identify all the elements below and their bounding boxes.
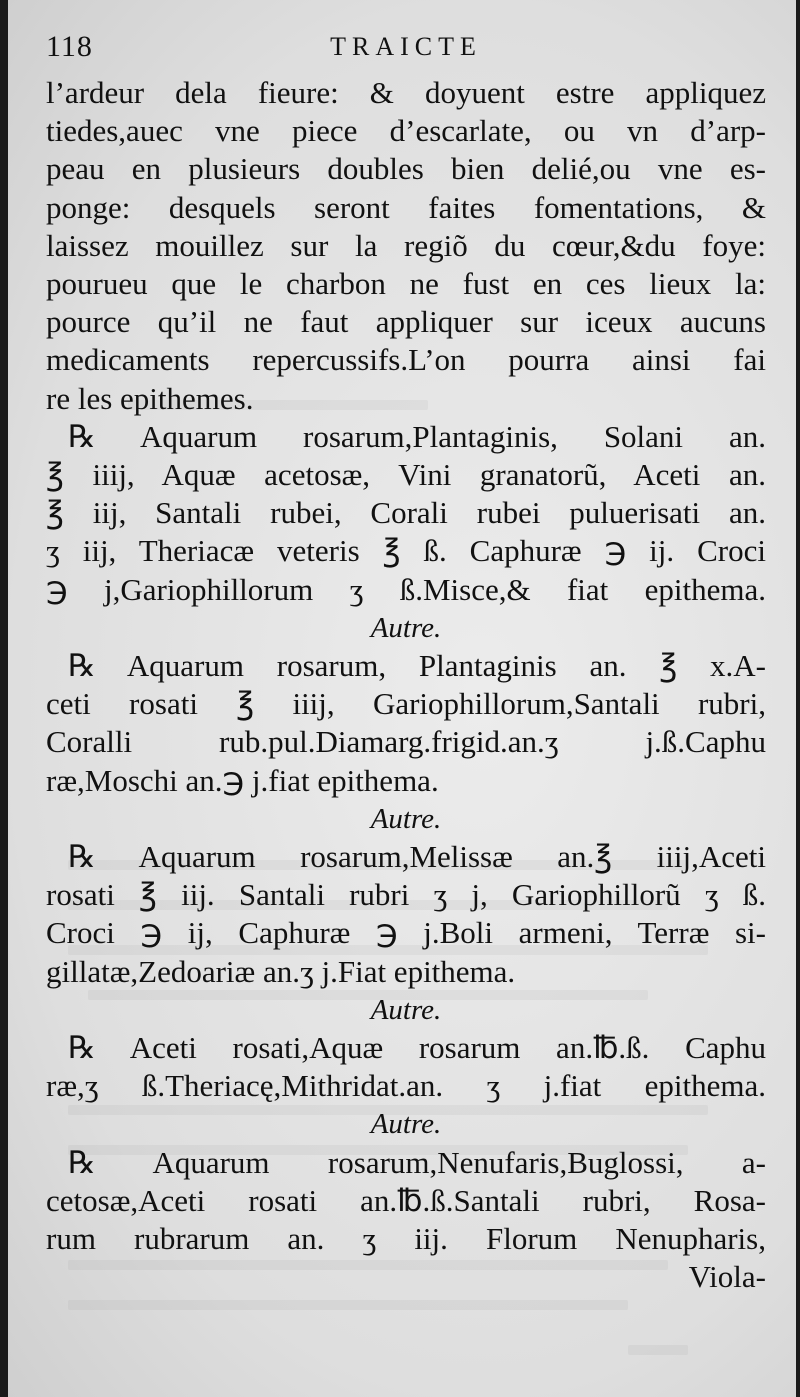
page-body [46, 74, 766, 1297]
recipe-line: cetosæ,Aceti rosati an.℔.ß.Santali rubri, Rosa- [46, 1182, 766, 1218]
section-heading: Autre. [370, 802, 442, 835]
recipe-line: ræ,Moschi an.℈ j.fiat epithema. [46, 762, 439, 798]
section-heading: Autre. [370, 993, 442, 1026]
recipe-line: rosati ℥ iij. Santali rubri ʒ j, Gariophillorũ ʒ ß. [46, 877, 766, 913]
text-line: ponge: desquels seront faites fomentations, & [46, 189, 766, 225]
recipe-line: ℞ Aquarum rosarum,Nenufaris,Buglossi, a- [68, 1144, 766, 1180]
recipe-line: ℞ Aquarum rosarum, Plantaginis an. ℥ x.A- [68, 648, 766, 684]
section-heading: Autre. [370, 611, 442, 644]
text-line: tiedes,auec vne piece d’escarlate, ou vn d’arp- [46, 113, 766, 149]
page-number: 118 [46, 30, 93, 63]
text-line: l’ardeur dela fieure: & doyuent estre appliquez [46, 75, 766, 110]
recipe-line: ℞ Aquarum rosarum,Plantaginis, Solani an. [68, 418, 766, 454]
text-line: pource qu’il ne faut appliquer sur iceux aucuns [46, 304, 766, 340]
text-line: re les epithemes. [46, 380, 254, 416]
recipe-line: ʒ iij, Theriacæ veteris ℥ ß. Caphuræ ℈ ij. Croci [46, 533, 766, 569]
recipe-line: ℥ iij, Santali rubei, Corali rubei puluerisati an. [46, 495, 766, 531]
text-line: medicaments repercussifs.L’on pourra ainsi fai [46, 342, 766, 378]
text-line: peau en plusieurs doubles bien delié,ou vne es- [46, 151, 766, 187]
page-header [46, 30, 766, 64]
recipe-line: Croci ℈ ij, Caphuræ ℈ j.Boli armeni, Terræ si- [46, 915, 766, 951]
recipe-line: ℈ j,Gariophillorum ʒ ß.Misce,& fiat epithema. [46, 571, 766, 607]
recipe-line: ræ,ʒ ß.Theriacę,Mithridat.an. ʒ j.fiat epithema. [46, 1068, 766, 1104]
text-line: pourueu que le charbon ne fust en ces lieux la: [46, 266, 766, 302]
recipe-line: gillatæ,Zedoariæ an.ʒ j.Fiat epithema. [46, 953, 516, 989]
running-head: TRAICTE [330, 32, 482, 61]
text-line: laissez mouillez sur la regiõ du cœur,&du foye: [46, 227, 766, 263]
recipe-line: ℥ iiij, Aquæ acetosæ, Vini granatorũ, Aceti an. [46, 457, 766, 493]
recipe-line: ℞ Aceti rosati,Aquæ rosarum an.℔.ß. Caphu [68, 1030, 766, 1066]
recipe-line: rum rubrarum an. ʒ iij. Florum Nenupharis, [46, 1221, 766, 1257]
book-page [8, 0, 796, 1397]
catchword: Viola- [688, 1259, 766, 1295]
recipe-line: Coralli rub.pul.Diamarg.frigid.an.ʒ j.ß.Caphu [46, 724, 766, 760]
recipe-line: ceti rosati ℥ iiij, Gariophillorum,Santali rubri, [46, 686, 766, 722]
recipe-line: ℞ Aquarum rosarum,Melissæ an.℥ iiij,Aceti [68, 839, 766, 875]
section-heading: Autre. [370, 1108, 442, 1141]
